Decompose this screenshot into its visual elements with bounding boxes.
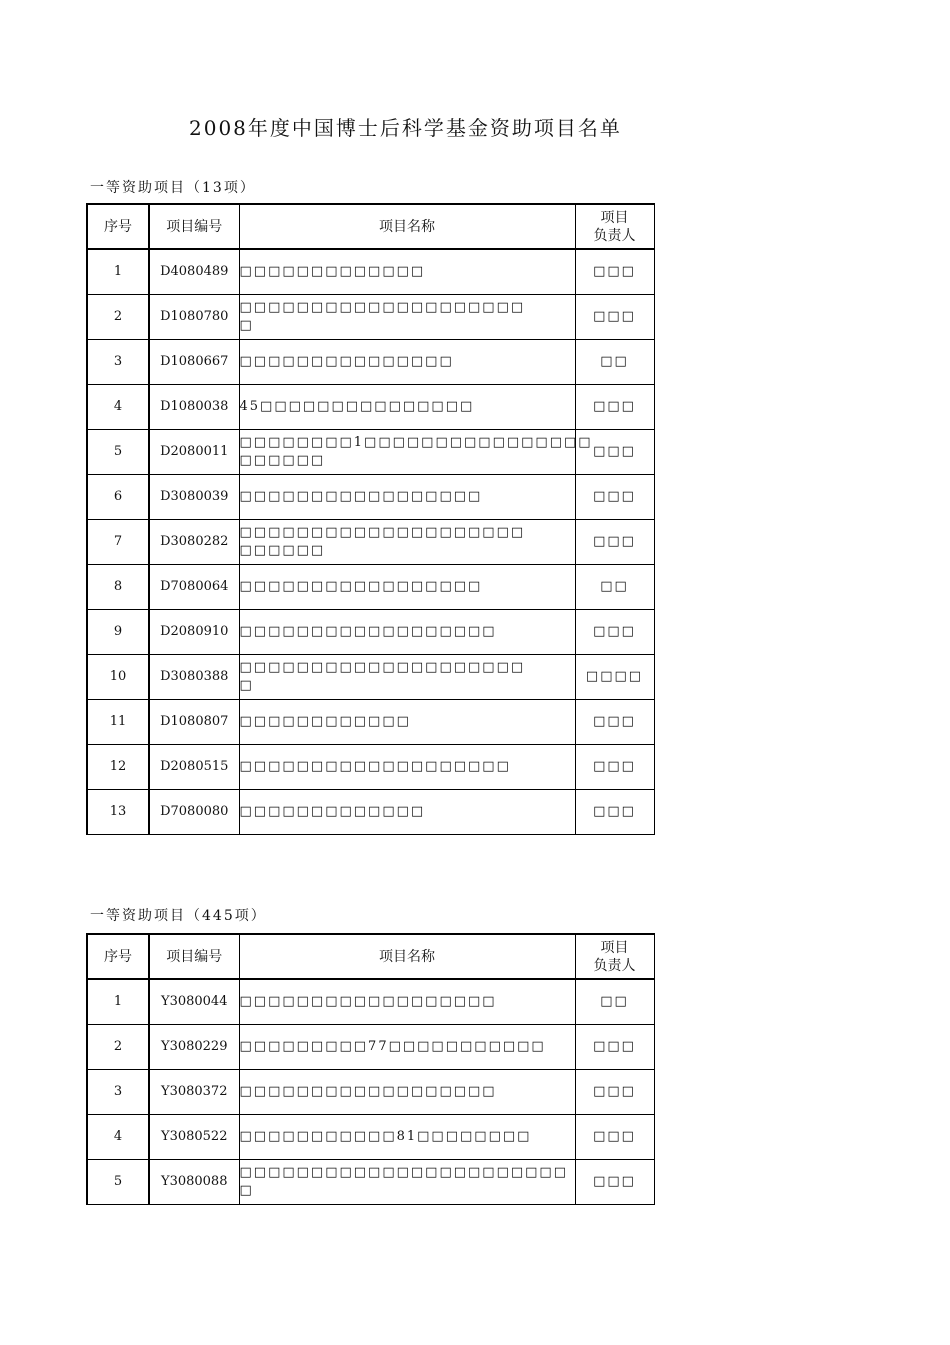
project-code: Y3080372 <box>149 1069 239 1114</box>
project-leader: □□□ <box>575 1069 654 1114</box>
project-code: D7080080 <box>149 789 239 834</box>
row-index: 6 <box>87 474 149 519</box>
project-leader: □□□ <box>575 429 654 474</box>
row-index: 12 <box>87 744 149 789</box>
row-index: 3 <box>87 1069 149 1114</box>
project-code: D3080039 <box>149 474 239 519</box>
header-index: 序号 <box>87 934 149 979</box>
project-name: □□□□□□□□□□□□□□□□□□ <box>239 1069 575 1114</box>
row-index: 5 <box>87 1159 149 1204</box>
table-row <box>87 294 654 339</box>
project-code: D1080038 <box>149 384 239 429</box>
table-row <box>87 429 654 474</box>
header-leader: 项目 负责人 <box>575 204 654 249</box>
project-name: □□□□□□□□□□□□ <box>239 699 575 744</box>
table-row <box>87 1024 654 1069</box>
project-code: Y3080522 <box>149 1114 239 1159</box>
table-row <box>87 699 654 744</box>
table-row <box>87 474 654 519</box>
section-label-2: 一等资助项目（445项） <box>90 908 267 924</box>
project-code: D4080489 <box>149 249 239 294</box>
page-title: 2008年度中国博士后科学基金资助项目名单 <box>189 116 622 140</box>
project-leader: □□□ <box>575 249 654 294</box>
project-code: Y3080044 <box>149 979 239 1024</box>
table-row <box>87 609 654 654</box>
header-name: 项目名称 <box>239 204 575 249</box>
row-index: 9 <box>87 609 149 654</box>
project-leader: □□□ <box>575 474 654 519</box>
header-name: 项目名称 <box>239 934 575 979</box>
project-name: 45□□□□□□□□□□□□□□□ <box>239 384 575 429</box>
project-name: □□□□□□□□□77□□□□□□□□□□□ <box>239 1024 575 1069</box>
table-row <box>87 519 654 564</box>
project-leader: □□□ <box>575 519 654 564</box>
project-code: D7080064 <box>149 564 239 609</box>
project-table-2 <box>86 933 655 1205</box>
project-name: □□□□□□□□□□□□□□□□□ <box>239 474 575 519</box>
project-code: D1080667 <box>149 339 239 384</box>
project-name: □□□□□□□□□□□□□ <box>239 789 575 834</box>
row-index: 10 <box>87 654 149 699</box>
project-name: □□□□□□□□□□□81□□□□□□□□ <box>239 1114 575 1159</box>
table-row <box>87 1069 654 1114</box>
row-index: 11 <box>87 699 149 744</box>
row-index: 1 <box>87 979 149 1024</box>
table-row <box>87 1159 654 1204</box>
table-row <box>87 249 654 294</box>
row-index: 2 <box>87 294 149 339</box>
row-index: 1 <box>87 249 149 294</box>
project-name: □□□□□□□□□□□□□□□□□ <box>239 564 575 609</box>
row-index: 7 <box>87 519 149 564</box>
project-leader: □□□ <box>575 294 654 339</box>
project-name: □□□□□□□□□□□□□□□□□□□ <box>239 744 575 789</box>
project-name: □□□□□□□□□□□□□□□□□□ <box>239 609 575 654</box>
project-name: □□□□□□□□□□□□□□□□□□□□ □□□□□□ <box>239 519 575 564</box>
project-leader: □□ <box>575 979 654 1024</box>
table-header-row <box>87 934 654 979</box>
project-name: □□□□□□□□□□□□□□□□□□□□ □ <box>239 294 575 339</box>
project-code: D1080780 <box>149 294 239 339</box>
table-row <box>87 339 654 384</box>
table-row <box>87 789 654 834</box>
project-name: □□□□□□□□□□□□□□□□□□□□□□□ □ <box>239 1159 575 1204</box>
table-row <box>87 744 654 789</box>
project-code: D2080910 <box>149 609 239 654</box>
table-row <box>87 654 654 699</box>
header-index: 序号 <box>87 204 149 249</box>
project-leader: □□□ <box>575 1114 654 1159</box>
header-leader: 项目 负责人 <box>575 934 654 979</box>
project-leader: □□□ <box>575 744 654 789</box>
project-name: □□□□□□□□□□□□□□□ <box>239 339 575 384</box>
row-index: 2 <box>87 1024 149 1069</box>
project-code: D3080388 <box>149 654 239 699</box>
project-leader: □□□□ <box>575 654 654 699</box>
project-leader: □□□ <box>575 1159 654 1204</box>
table-row <box>87 384 654 429</box>
header-code: 项目编号 <box>149 934 239 979</box>
project-leader: □□□ <box>575 384 654 429</box>
table-row <box>87 564 654 609</box>
project-leader: □□□ <box>575 609 654 654</box>
project-leader: □□ <box>575 339 654 384</box>
project-name: □□□□□□□□□□□□□□□□□□ <box>239 979 575 1024</box>
project-leader: □□□ <box>575 699 654 744</box>
row-index: 4 <box>87 1114 149 1159</box>
row-index: 8 <box>87 564 149 609</box>
header-code: 项目编号 <box>149 204 239 249</box>
project-code: D1080807 <box>149 699 239 744</box>
project-name: □□□□□□□□1□□□□□□□□□□□□□□□□ □□□□□□ <box>239 429 575 474</box>
row-index: 4 <box>87 384 149 429</box>
table-row <box>87 1114 654 1159</box>
row-index: 13 <box>87 789 149 834</box>
project-code: Y3080229 <box>149 1024 239 1069</box>
row-index: 3 <box>87 339 149 384</box>
project-name: □□□□□□□□□□□□□□□□□□□□ □ <box>239 654 575 699</box>
project-leader: □□□ <box>575 1024 654 1069</box>
project-name: □□□□□□□□□□□□□ <box>239 249 575 294</box>
table-row <box>87 979 654 1024</box>
project-code: Y3080088 <box>149 1159 239 1204</box>
row-index: 5 <box>87 429 149 474</box>
table-header-row <box>87 204 654 249</box>
project-table-1 <box>86 203 655 835</box>
project-code: D3080282 <box>149 519 239 564</box>
project-code: D2080515 <box>149 744 239 789</box>
project-leader: □□ <box>575 564 654 609</box>
project-code: D2080011 <box>149 429 239 474</box>
project-leader: □□□ <box>575 789 654 834</box>
section-label-1: 一等资助项目（13项） <box>90 180 256 196</box>
